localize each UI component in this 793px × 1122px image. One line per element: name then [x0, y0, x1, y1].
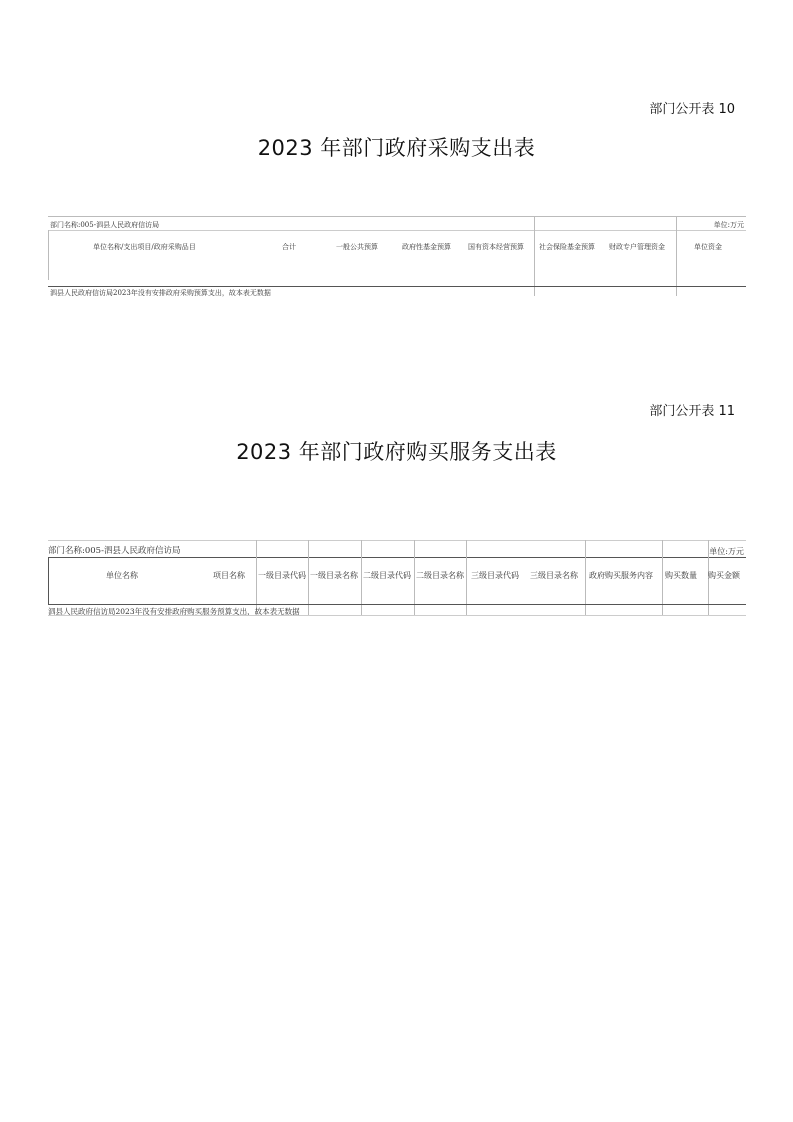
header-fiscal-account-funds: 财政专户管理资金	[609, 243, 665, 251]
header-purchase-quantity: 购买数量	[665, 571, 697, 580]
header-unit-funds: 单位资金	[694, 243, 722, 251]
header-social-insurance-budget: 社会保险基金预算	[539, 243, 595, 251]
table-number-10: 部门公开表 10	[649, 102, 735, 117]
header-unit-name: 单位名称	[106, 571, 138, 580]
header-level2-name: 二级目录名称	[416, 571, 464, 580]
table-note: 泗县人民政府信访局2023年没有安排政府购买服务预算支出，故本表无数据	[48, 607, 300, 616]
table-number-11: 部门公开表 11	[649, 404, 735, 419]
header-purchase-amount: 购买金额	[708, 571, 740, 580]
header-level1-name: 一级目录名称	[310, 571, 358, 580]
service-purchase-table	[48, 540, 746, 616]
header-general-budget: 一般公共预算	[336, 243, 378, 251]
header-total: 合计	[282, 243, 296, 251]
unit-label: 单位:万元	[713, 221, 744, 229]
header-gov-fund-budget: 政府性基金预算	[402, 243, 451, 251]
department-name: 部门名称:005-泗县人民政府信访局	[48, 546, 181, 556]
unit-label: 单位:万元	[709, 547, 744, 556]
department-name: 部门名称:005-泗县人民政府信访局	[50, 221, 160, 229]
header-project-name: 项目名称	[213, 571, 245, 580]
table-note: 泗县人民政府信访局2023年没有安排政府采购预算支出，故本表无数据	[50, 289, 271, 297]
header-unit-project-item: 单位名称/支出项目/政府采购品目	[93, 243, 196, 251]
service-purchase-table-title: 2023 年部门政府购买服务支出表	[236, 440, 557, 464]
header-state-capital-budget: 国有资本经营预算	[468, 243, 524, 251]
procurement-table-title: 2023 年部门政府采购支出表	[257, 136, 536, 160]
header-level3-code: 三级目录代码	[471, 571, 519, 580]
header-level3-name: 三级目录名称	[530, 571, 578, 580]
header-service-content: 政府购买服务内容	[589, 571, 653, 580]
header-level2-code: 二级目录代码	[363, 571, 411, 580]
header-level1-code: 一级目录代码	[258, 571, 306, 580]
procurement-expenditure-table	[48, 216, 746, 296]
